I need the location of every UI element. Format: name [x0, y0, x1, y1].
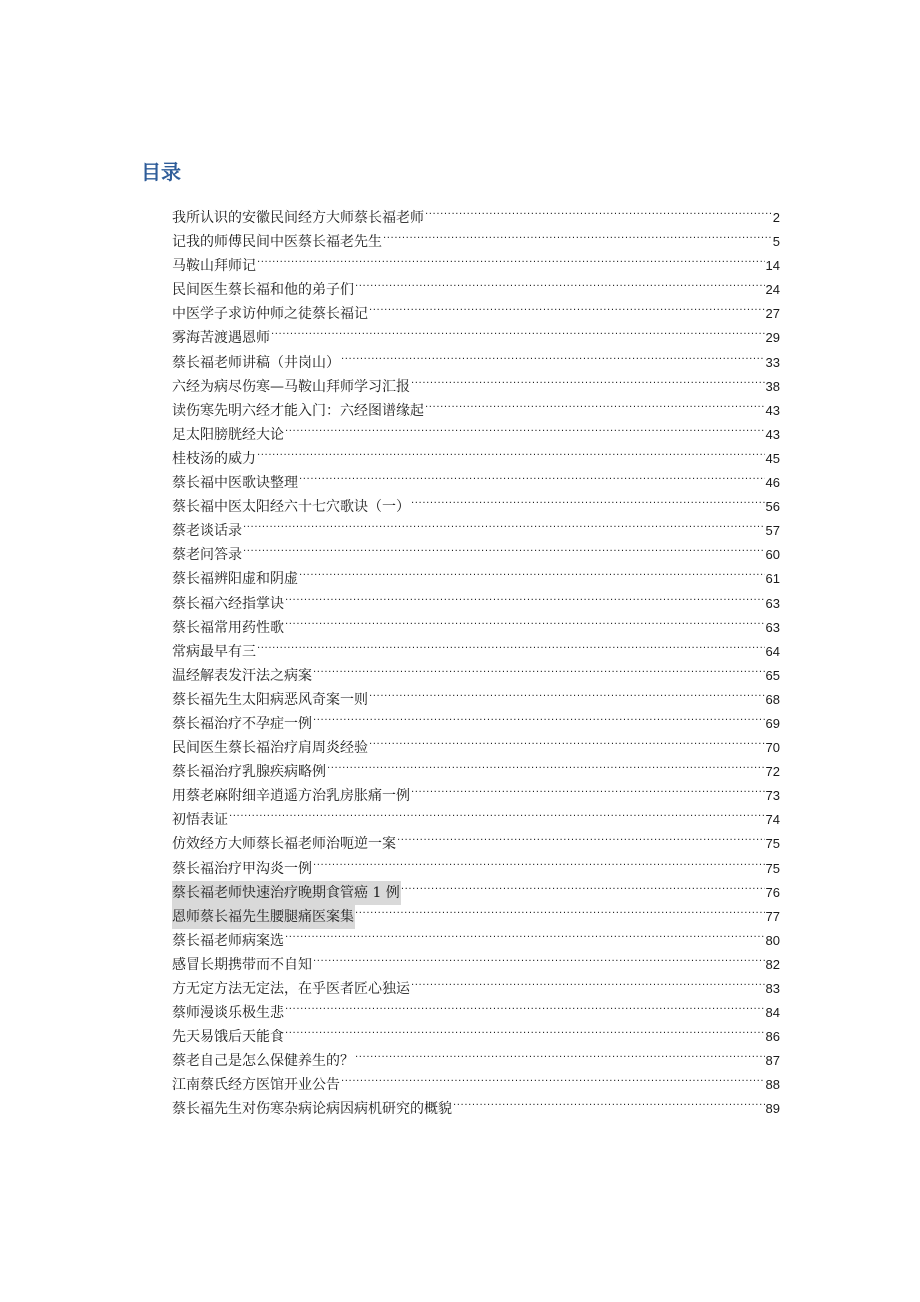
toc-entry-page-number[interactable]: 61 [765, 571, 780, 587]
toc-entry-title[interactable]: 蔡长福先生太阳病恶风奇案一则 [172, 691, 368, 708]
toc-entry-page-number[interactable]: 43 [765, 402, 780, 418]
toc-dot-leader [411, 367, 765, 391]
toc-dot-leader [285, 1017, 765, 1041]
toc-dot-leader [299, 463, 765, 487]
toc-entry-page-number[interactable]: 5 [772, 234, 780, 250]
toc-entry-page-number[interactable]: 14 [765, 258, 780, 274]
toc-dot-leader [229, 800, 765, 824]
toc-entry-title[interactable]: 仿效经方大师蔡长福老师治呃逆一案 [172, 836, 396, 853]
toc-entry-title[interactable]: 蔡老自己是怎么保健养生的？ [172, 1053, 354, 1070]
toc-entry-page-number[interactable]: 43 [765, 426, 780, 442]
toc-entry-page-number[interactable]: 46 [765, 475, 780, 491]
toc-entry-page-number[interactable]: 86 [765, 1029, 780, 1045]
toc-entry-page-number[interactable]: 64 [765, 643, 780, 659]
toc-dot-leader [285, 584, 765, 608]
toc-entry-page-number[interactable]: 65 [765, 667, 780, 683]
toc-entry-title[interactable]: 民间医生蔡长福治疗肩周炎经验 [172, 740, 368, 757]
toc-dot-leader [243, 511, 765, 535]
toc-dot-leader [401, 873, 765, 897]
toc-entry-title[interactable]: 蔡长福辨阳虚和阴虚 [172, 571, 298, 588]
toc-dot-leader [425, 198, 772, 222]
toc-entry-page-number[interactable]: 60 [765, 547, 780, 563]
toc-dot-leader [257, 439, 765, 463]
toc-entry-page-number[interactable]: 56 [765, 499, 780, 515]
toc-entry-title[interactable]: 先天易饿后天能食 [172, 1029, 284, 1046]
toc-dot-leader [411, 487, 765, 511]
toc-entry[interactable] [172, 824, 780, 853]
toc-entry-page-number[interactable]: 82 [765, 956, 780, 972]
toc-list [172, 198, 780, 1118]
toc-entry-title[interactable]: 桂枝汤的威力 [172, 450, 256, 467]
toc-dot-leader [369, 294, 765, 318]
toc-entry-title[interactable]: 六经为病尽伤寒—马鞍山拜师学习汇报 [172, 378, 410, 395]
toc-entry[interactable] [172, 463, 780, 492]
toc-entry[interactable] [172, 559, 780, 588]
toc-entry-title[interactable]: 蔡老问答录 [172, 547, 242, 564]
toc-entry-title[interactable]: 蔡长福常用药性歌 [172, 619, 284, 636]
toc-entry-page-number[interactable]: 38 [765, 378, 780, 394]
toc-dot-leader [313, 849, 765, 873]
toc-entry[interactable] [172, 632, 780, 660]
toc-entry-title[interactable]: 蔡长福先生对伤寒杂病论病因病机研究的概貌 [172, 1101, 452, 1118]
toc-entry-title[interactable]: 读伤寒先明六经才能入门：六经图谱缘起 [172, 402, 424, 419]
toc-entry-page-number[interactable]: 88 [765, 1077, 780, 1093]
toc-entry-title[interactable]: 温经解表发汗法之病案 [172, 667, 312, 684]
toc-entry-title[interactable]: 感冒长期携带而不自知 [172, 956, 312, 973]
toc-dot-leader [369, 680, 765, 704]
toc-entry[interactable] [172, 198, 780, 226]
toc-entry-page-number[interactable]: 69 [765, 715, 780, 731]
toc-dot-leader [341, 1065, 765, 1089]
toc-entry-title[interactable]: 中医学子求访仲师之徒蔡长福记 [172, 306, 368, 323]
toc-entry[interactable] [172, 439, 780, 467]
toc-entry-page-number[interactable]: 63 [765, 619, 780, 635]
toc-entry[interactable] [172, 511, 780, 540]
toc-entry-title[interactable]: 用蔡老麻附细辛逍遥方治乳房胀痛一例 [172, 788, 410, 805]
toc-entry-title[interactable]: 雾海苦渡遇恩师 [172, 330, 270, 347]
toc-dot-leader [285, 921, 765, 945]
toc-entry-page-number[interactable]: 80 [765, 932, 780, 948]
toc-dot-leader [327, 752, 765, 776]
toc-entry-title[interactable]: 蔡长福中医歌诀整理 [172, 475, 298, 492]
toc-entry-title[interactable]: 蔡长福治疗不孕症一例 [172, 715, 312, 732]
toc-entry-title[interactable]: 蔡长福六经指掌诀 [172, 595, 284, 612]
toc-entry-page-number[interactable]: 75 [765, 836, 780, 852]
toc-dot-leader [257, 246, 765, 270]
toc-entry-title[interactable]: 足太阳膀胱经大论 [172, 426, 284, 443]
toc-entry-title[interactable]: 蔡长福中医太阳经六十七穴歌诀（一） [172, 499, 410, 516]
toc-heading: 目录 [141, 160, 181, 184]
toc-entry-page-number[interactable]: 84 [765, 1005, 780, 1021]
toc-entry-page-number[interactable]: 72 [765, 764, 780, 780]
toc-dot-leader [453, 1089, 765, 1113]
toc-entry-title[interactable]: 恩师蔡长福先生腰腿痛医案集 [172, 905, 355, 929]
toc-dot-leader [243, 535, 765, 559]
toc-entry-page-number[interactable]: 75 [765, 860, 780, 876]
toc-dot-leader [257, 632, 765, 656]
toc-entry-title[interactable]: 我所认识的安徽民间经方大师蔡长福老师 [172, 210, 424, 226]
toc-dot-leader [285, 993, 765, 1017]
toc-entry-title[interactable]: 蔡长福老师快速治疗晚期食管癌 1 例 [172, 881, 401, 905]
toc-dot-leader [285, 415, 765, 439]
toc-dot-leader [285, 608, 765, 632]
toc-entry-title[interactable]: 蔡长福老师讲稿（井岗山） [172, 354, 340, 371]
toc-entry-page-number[interactable]: 70 [765, 740, 780, 756]
toc-dot-leader [369, 728, 765, 752]
toc-entry-page-number[interactable]: 24 [765, 282, 780, 298]
toc-dot-leader [397, 824, 765, 848]
toc-dot-leader [313, 704, 765, 728]
toc-entry-title[interactable]: 马鞍山拜师记 [172, 258, 256, 275]
toc-entry-page-number[interactable]: 63 [765, 595, 780, 611]
toc-entry-title[interactable]: 常病最早有三 [172, 643, 256, 660]
toc-entry-page-number[interactable]: 2 [772, 210, 780, 225]
toc-dot-leader [299, 559, 765, 583]
toc-entry-page-number[interactable]: 77 [765, 908, 780, 924]
toc-entry-page-number[interactable]: 57 [765, 523, 780, 539]
toc-entry-page-number[interactable]: 33 [765, 354, 780, 370]
toc-entry[interactable] [172, 656, 780, 684]
toc-entry-page-number[interactable]: 87 [765, 1053, 780, 1069]
toc-entry[interactable] [172, 270, 780, 299]
toc-entry-page-number[interactable]: 68 [765, 691, 780, 707]
toc-entry-title[interactable]: 江南蔡氏经方医馆开业公告 [172, 1077, 340, 1094]
toc-entry-title[interactable]: 蔡师漫谈乐极生悲 [172, 1005, 284, 1022]
toc-entry-title[interactable]: 记我的师傅民间中医蔡长福老先生 [172, 234, 382, 251]
toc-dot-leader [383, 222, 772, 246]
toc-entry-page-number[interactable]: 29 [765, 330, 780, 346]
toc-entry[interactable] [172, 800, 780, 829]
toc-dot-leader [355, 1041, 765, 1065]
toc-dot-leader [355, 897, 765, 921]
toc-entry-title[interactable]: 蔡长福老师病案选 [172, 932, 284, 949]
toc-entry-page-number[interactable]: 89 [765, 1101, 780, 1117]
toc-entry-title[interactable]: 蔡长福治疗甲沟炎一例 [172, 860, 312, 877]
toc-entry-page-number[interactable]: 73 [765, 788, 780, 804]
toc-dot-leader [341, 343, 765, 367]
toc-entry-page-number[interactable]: 83 [765, 981, 780, 996]
toc-dot-leader [271, 318, 765, 342]
toc-dot-leader [411, 969, 765, 993]
toc-entry-title[interactable]: 方无定方法无定法，在乎医者匠心独运 [172, 981, 410, 997]
toc-entry[interactable] [172, 246, 780, 275]
toc-entry-title[interactable]: 民间医生蔡长福和他的弟子们 [172, 282, 354, 299]
toc-entry[interactable] [172, 535, 780, 564]
toc-entry-page-number[interactable]: 45 [765, 450, 780, 466]
toc-dot-leader [313, 656, 765, 680]
toc-entry-page-number[interactable]: 74 [765, 812, 780, 828]
toc-dot-leader [411, 776, 765, 800]
toc-dot-leader [313, 945, 765, 969]
toc-entry-title[interactable]: 蔡长福治疗乳腺疾病略例 [172, 764, 326, 781]
toc-dot-leader [425, 391, 765, 415]
toc-entry-title[interactable]: 蔡老谈话录 [172, 523, 242, 540]
toc-entry-title[interactable]: 初悟表证 [172, 812, 228, 829]
toc-entry-page-number[interactable]: 76 [765, 884, 780, 900]
toc-entry-page-number[interactable]: 27 [765, 306, 780, 322]
toc-dot-leader [355, 270, 765, 294]
